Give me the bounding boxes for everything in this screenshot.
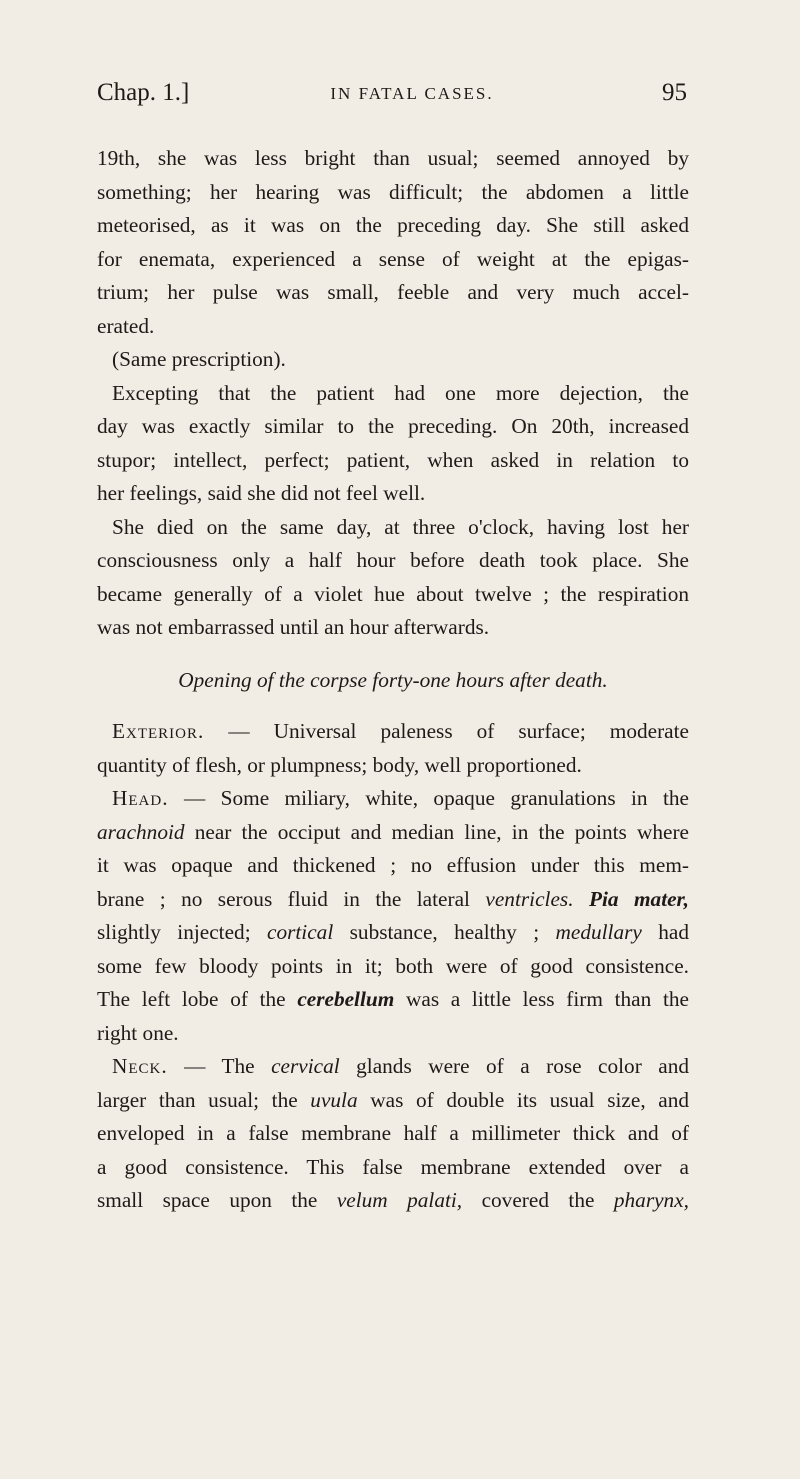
text-line: arachnoid near the occiput and median line, in the points where	[97, 819, 689, 844]
text-line: Neck. — The cervical glands were of a rose color and	[112, 1054, 689, 1078]
text-line: Exterior. — Universal paleness of surface; moderate	[112, 719, 689, 743]
chapter-label: Chap. 1.]	[97, 79, 190, 106]
text-line: it was opaque and thickened ; no effusion under this mem-	[97, 853, 689, 877]
text-line: quantity of flesh, or plumpness; body, well proportioned.	[97, 752, 582, 777]
text-line: erated.	[97, 313, 155, 338]
text-line: stupor; intellect, perfect; patient, when asked in relation to	[97, 447, 689, 472]
section-heading: Opening of the corpse forty-one hours after death.	[178, 667, 608, 692]
text-line: larger than usual; the uvula was of double its usual size, and	[97, 1087, 690, 1112]
text-line: small space upon the velum palati, covered the pharynx,	[97, 1188, 689, 1212]
text-line: enveloped in a false membrane half a millimeter thick and of	[97, 1121, 689, 1145]
text-line: slightly injected; cortical substance, healthy ; medullary had	[97, 920, 690, 944]
text-line: something; her hearing was difficult; the abdomen a little	[97, 179, 689, 204]
page-header	[97, 79, 687, 119]
text-line: consciousness only a half hour before death took place. She	[97, 548, 689, 572]
text-line: meteorised, as it was on the preceding day. She still asked	[97, 213, 689, 237]
text-line: She died on the same day, at three o'clock, having lost her	[112, 514, 689, 539]
text-line: Excepting that the patient had one more dejection, the	[112, 380, 689, 405]
head-label: Head.	[112, 786, 169, 810]
text-line: (Same prescription).	[112, 347, 286, 371]
text-line: her feelings, said she did not feel well.	[97, 481, 426, 505]
running-title: IN FATAL CASES.	[330, 84, 494, 103]
text-line: was not embarrassed until an hour afterwards.	[97, 615, 490, 639]
text-line: for enemata, experienced a sense of weight at the epigas-	[97, 246, 689, 271]
text-line: The left lobe of the cerebellum was a little less firm than the	[97, 987, 689, 1011]
text-line: right one.	[97, 1020, 179, 1045]
page-number: 95	[662, 79, 687, 106]
text-line: brane ; no serous fluid in the lateral ventricles. Pia mater,	[97, 886, 689, 911]
body-text	[97, 142, 689, 1218]
exterior-label: Exterior.	[112, 719, 205, 743]
neck-label: Neck.	[112, 1054, 168, 1078]
text-line: some few bloody points in it; both were of good consistence.	[97, 953, 689, 978]
text-line: Head. — Some miliary, white, opaque granulations in the	[112, 786, 689, 810]
text-line: trium; her pulse was small, feeble and very much accel-	[97, 280, 689, 304]
text-line: became generally of a violet hue about twelve ; the respiration	[97, 581, 689, 606]
text-line: a good consistence. This false membrane extended over a	[97, 1154, 689, 1179]
text-line: day was exactly similar to the preceding. On 20th, increased	[97, 414, 689, 438]
text-line: 19th, she was less bright than usual; seemed annoyed by	[97, 146, 689, 170]
